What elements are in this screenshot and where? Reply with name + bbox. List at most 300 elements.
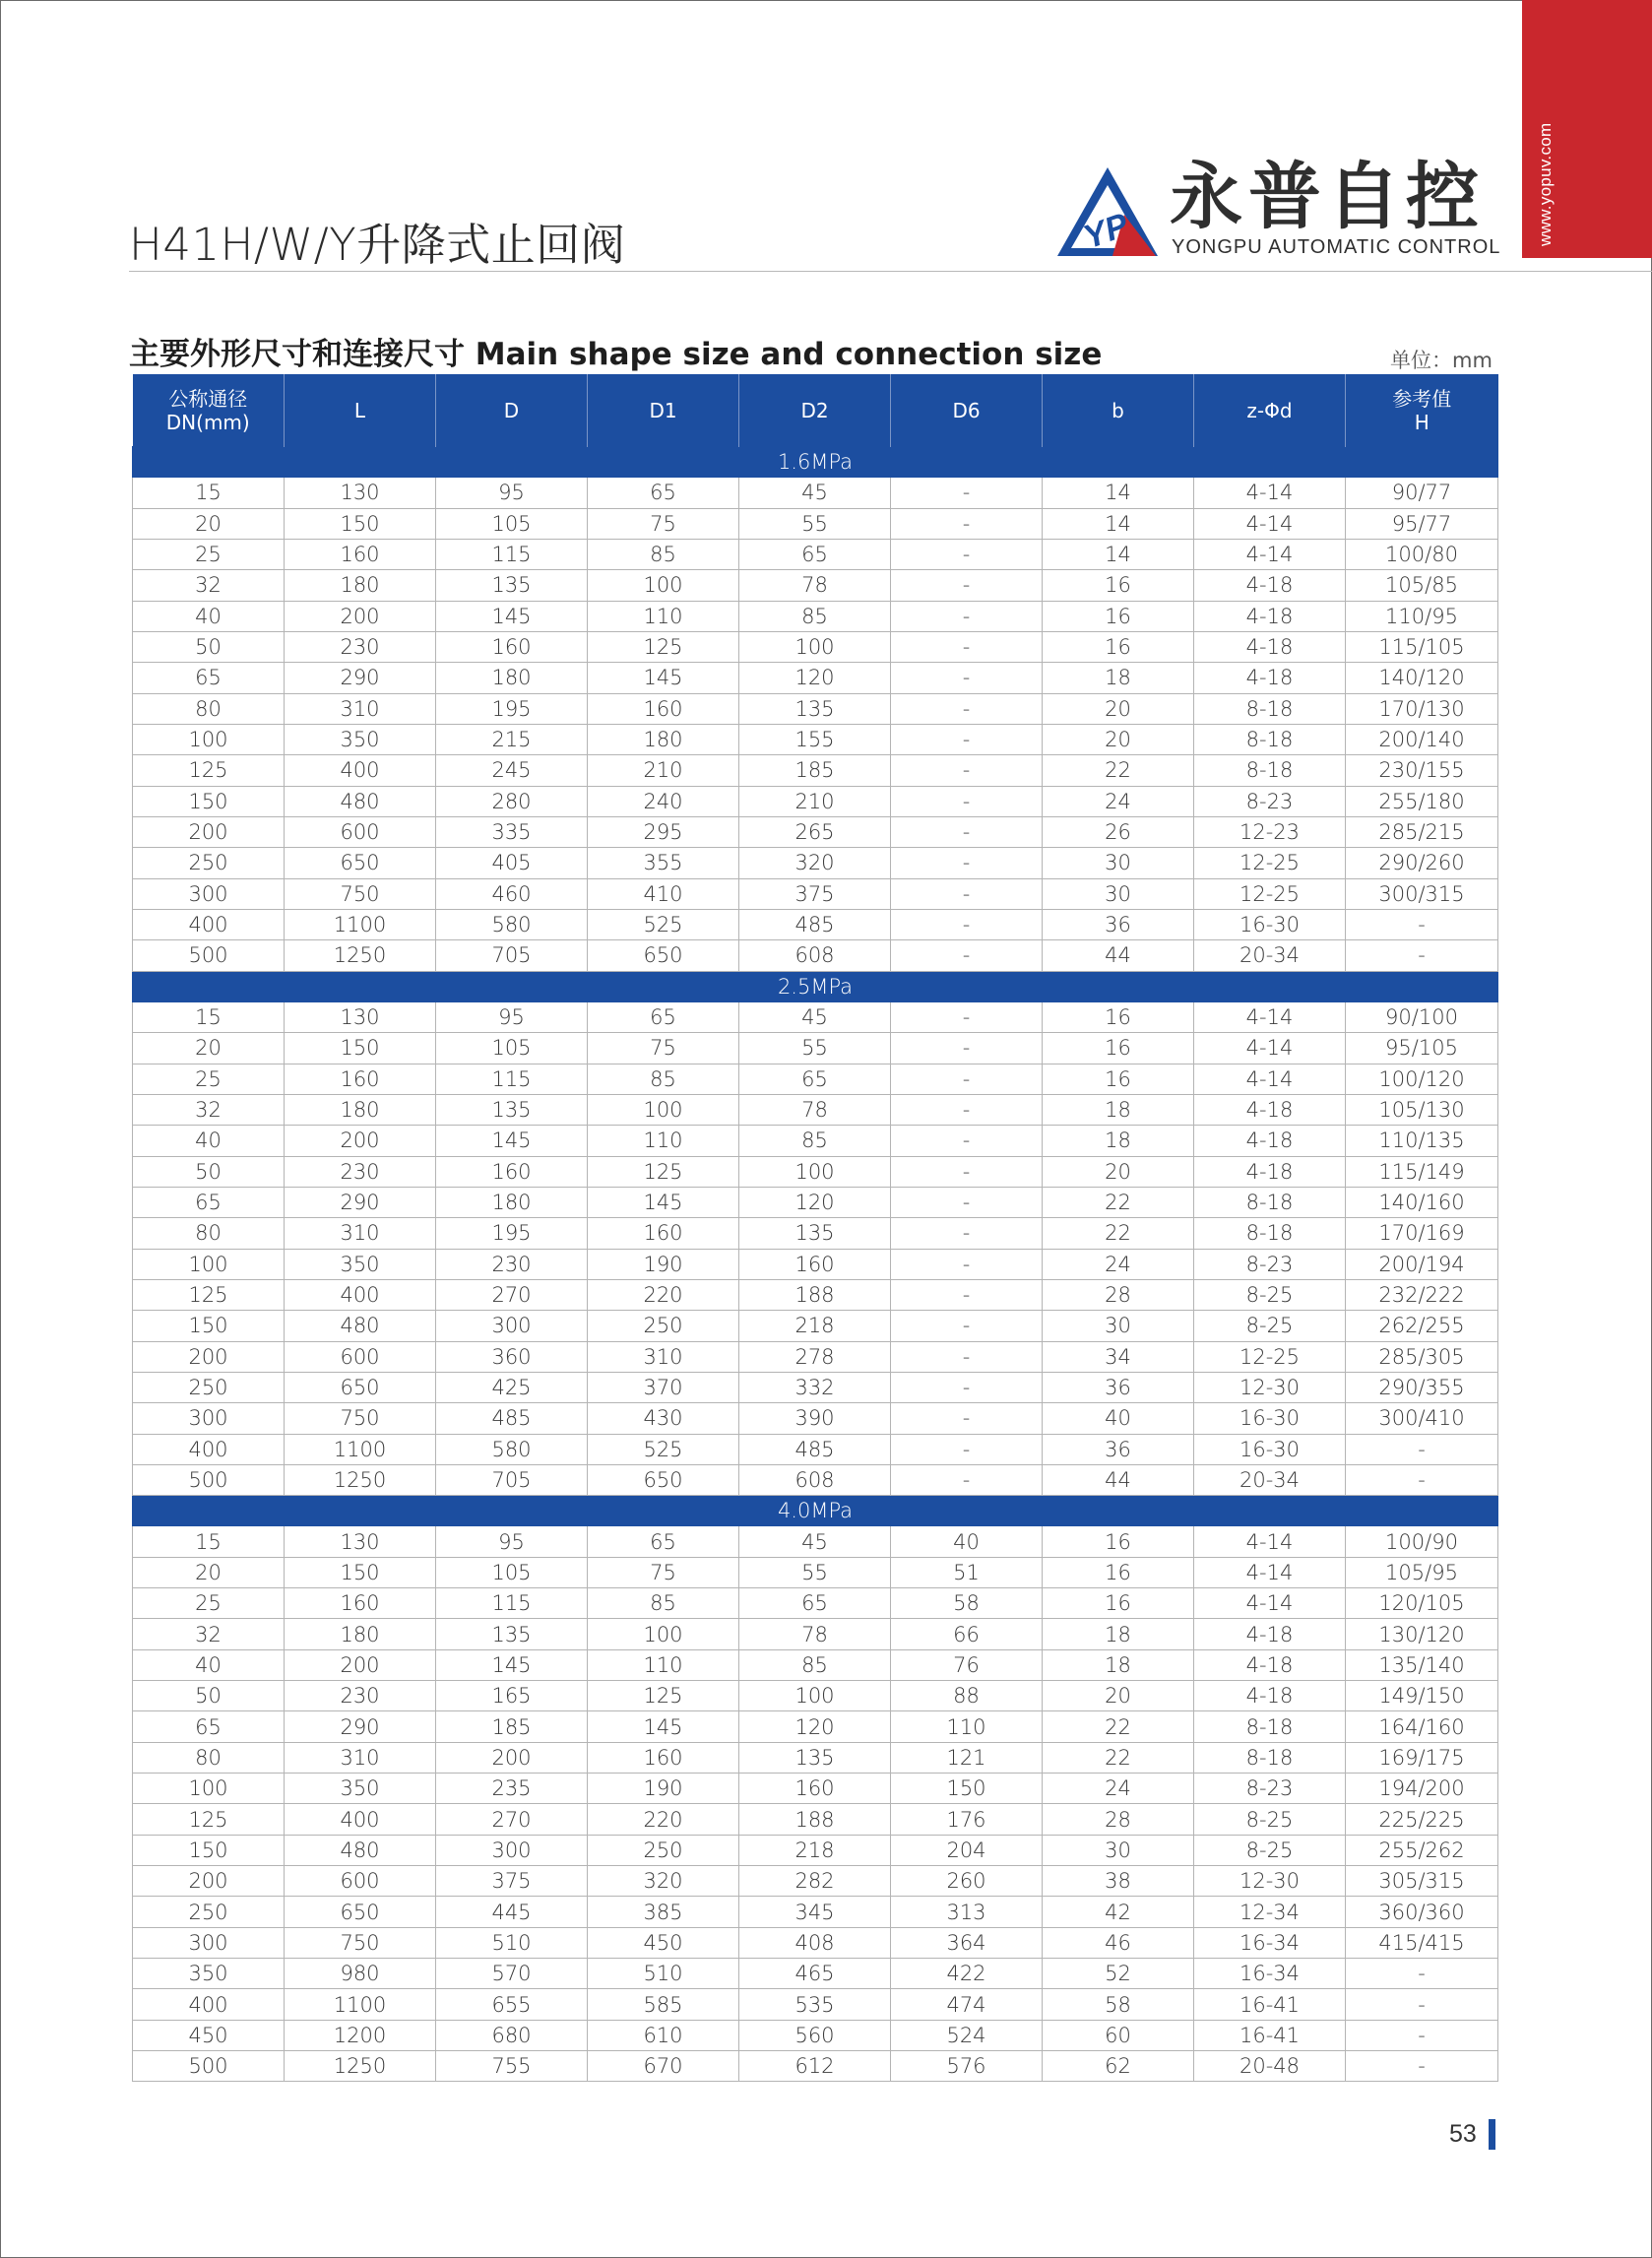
table-cell: 480 xyxy=(285,786,436,816)
table-cell: 22 xyxy=(1043,1711,1194,1742)
table-cell: 612 xyxy=(739,2051,891,2082)
table-cell: - xyxy=(891,848,1043,878)
table-cell: 194/200 xyxy=(1346,1774,1498,1804)
table-cell: 576 xyxy=(891,2051,1043,2082)
table-cell: - xyxy=(891,940,1043,971)
table-cell: 8-23 xyxy=(1194,1774,1346,1804)
table-cell: 15 xyxy=(133,1526,285,1557)
table-cell: 44 xyxy=(1043,1464,1194,1495)
table-cell: 235 xyxy=(436,1774,588,1804)
table-cell: 32 xyxy=(133,1094,285,1125)
table-cell: 4-18 xyxy=(1194,601,1346,631)
table-cell: - xyxy=(1346,940,1498,971)
table-cell: 450 xyxy=(588,1927,739,1958)
table-cell: 335 xyxy=(436,816,588,847)
table-cell: - xyxy=(1346,1434,1498,1464)
table-cell: 110 xyxy=(588,1649,739,1680)
table-cell: 120/105 xyxy=(1346,1588,1498,1619)
table-cell: 36 xyxy=(1043,909,1194,939)
table-cell: 120 xyxy=(739,663,891,693)
table-cell: 255/262 xyxy=(1346,1835,1498,1865)
table-cell: 310 xyxy=(285,1742,436,1773)
table-cell: 16 xyxy=(1043,1001,1194,1032)
page-number-bar xyxy=(1489,2119,1495,2150)
table-cell: 145 xyxy=(436,601,588,631)
table-cell: 12-25 xyxy=(1194,878,1346,909)
pressure-group-label: 1.6MPa xyxy=(133,447,1498,478)
table-cell: - xyxy=(891,1464,1043,1495)
table-cell: 135 xyxy=(739,1218,891,1249)
table-cell: 45 xyxy=(739,1001,891,1032)
table-cell: 180 xyxy=(285,1619,436,1649)
table-cell: 58 xyxy=(891,1588,1043,1619)
table-cell: - xyxy=(1346,2020,1498,2050)
table-cell: - xyxy=(891,539,1043,569)
table-cell: 30 xyxy=(1043,1311,1194,1341)
table-cell: 290 xyxy=(285,1187,436,1217)
table-cell: 80 xyxy=(133,1218,285,1249)
table-cell: 22 xyxy=(1043,1218,1194,1249)
table-cell: 16-34 xyxy=(1194,1927,1346,1958)
table-cell: 95 xyxy=(436,478,588,508)
table-row xyxy=(133,2051,1498,2082)
table-cell: 16-41 xyxy=(1194,2020,1346,2050)
table-cell: 220 xyxy=(588,1804,739,1835)
table-cell: 14 xyxy=(1043,508,1194,539)
table-cell: 135 xyxy=(436,1094,588,1125)
table-cell: - xyxy=(891,601,1043,631)
table-cell: 95 xyxy=(436,1526,588,1557)
table-cell: 12-34 xyxy=(1194,1897,1346,1927)
table-cell: 290 xyxy=(285,663,436,693)
table-cell: 16-30 xyxy=(1194,909,1346,939)
table-cell: 1250 xyxy=(285,2051,436,2082)
table-cell: 55 xyxy=(739,1033,891,1064)
table-row xyxy=(133,1001,1498,1032)
table-cell: 245 xyxy=(436,755,588,786)
table-cell: 80 xyxy=(133,1742,285,1773)
table-cell: 680 xyxy=(436,2020,588,2050)
table-row xyxy=(133,1464,1498,1495)
table-cell: 100/80 xyxy=(1346,539,1498,569)
table-row xyxy=(133,539,1498,569)
table-cell: 140/120 xyxy=(1346,663,1498,693)
table-cell: - xyxy=(891,1187,1043,1217)
section-title: 主要外形尺寸和连接尺寸 Main shape size and connection size xyxy=(129,337,1103,372)
table-cell: 160 xyxy=(436,631,588,662)
table-cell: 332 xyxy=(739,1372,891,1402)
table-cell: 295 xyxy=(588,816,739,847)
table-cell: 150 xyxy=(133,786,285,816)
table-cell: 100 xyxy=(739,1681,891,1711)
column-header: D xyxy=(436,374,588,447)
table-cell: 28 xyxy=(1043,1279,1194,1310)
table-cell: 600 xyxy=(285,816,436,847)
table-cell: 145 xyxy=(588,1187,739,1217)
table-cell: 16-41 xyxy=(1194,1989,1346,2020)
table-cell: 145 xyxy=(436,1126,588,1156)
table-row xyxy=(133,1372,1498,1402)
table-cell: - xyxy=(891,1156,1043,1187)
table-cell: 50 xyxy=(133,1156,285,1187)
table-cell: 40 xyxy=(133,601,285,631)
table-cell: 65 xyxy=(588,1001,739,1032)
table-cell: 20 xyxy=(1043,1156,1194,1187)
table-cell: 121 xyxy=(891,1742,1043,1773)
table-cell: 150 xyxy=(133,1311,285,1341)
table-cell: 4-14 xyxy=(1194,1588,1346,1619)
table-cell: 140/160 xyxy=(1346,1187,1498,1217)
table-cell: 66 xyxy=(891,1619,1043,1649)
column-header: D2 xyxy=(739,374,891,447)
table-cell: 218 xyxy=(739,1311,891,1341)
table-cell: 36 xyxy=(1043,1372,1194,1402)
table-cell: 100/90 xyxy=(1346,1526,1498,1557)
table-cell: 445 xyxy=(436,1897,588,1927)
table-header-row xyxy=(133,374,1498,447)
table-cell: 105/130 xyxy=(1346,1094,1498,1125)
table-cell: 80 xyxy=(133,693,285,724)
table-cell: 115/149 xyxy=(1346,1156,1498,1187)
table-cell: 16 xyxy=(1043,1526,1194,1557)
table-row xyxy=(133,1249,1498,1279)
table-row xyxy=(133,848,1498,878)
table-cell: 76 xyxy=(891,1649,1043,1680)
table-cell: 149/150 xyxy=(1346,1681,1498,1711)
table-cell: 300 xyxy=(133,1927,285,1958)
table-cell: 30 xyxy=(1043,848,1194,878)
table-cell: 25 xyxy=(133,1064,285,1094)
table-cell: 750 xyxy=(285,1403,436,1434)
table-cell: 525 xyxy=(588,1434,739,1464)
table-cell: 135 xyxy=(739,1742,891,1773)
table-cell: - xyxy=(891,1434,1043,1464)
table-cell: 650 xyxy=(285,1897,436,1927)
table-cell: 608 xyxy=(739,1464,891,1495)
table-cell: 95/105 xyxy=(1346,1033,1498,1064)
table-row xyxy=(133,663,1498,693)
table-cell: 262/255 xyxy=(1346,1311,1498,1341)
table-cell: 400 xyxy=(133,1434,285,1464)
table-cell: - xyxy=(891,1372,1043,1402)
table-cell: 130 xyxy=(285,1001,436,1032)
table-cell: 24 xyxy=(1043,786,1194,816)
table-cell: 110 xyxy=(588,601,739,631)
table-cell: 16 xyxy=(1043,1064,1194,1094)
table-row xyxy=(133,1619,1498,1649)
table-cell: 135 xyxy=(436,1619,588,1649)
table-row xyxy=(133,1126,1498,1156)
table-cell: 176 xyxy=(891,1804,1043,1835)
table-cell: 188 xyxy=(739,1804,891,1835)
table-row xyxy=(133,724,1498,754)
table-row xyxy=(133,1033,1498,1064)
table-cell: 26 xyxy=(1043,816,1194,847)
table-cell: 180 xyxy=(285,1094,436,1125)
website-url: www.yopuv.com xyxy=(1536,122,1555,246)
table-cell: 16-30 xyxy=(1194,1434,1346,1464)
table-cell: 78 xyxy=(739,1094,891,1125)
table-row xyxy=(133,1094,1498,1125)
table-cell: 20 xyxy=(133,1033,285,1064)
table-cell: 130 xyxy=(285,478,436,508)
table-cell: 4-14 xyxy=(1194,1033,1346,1064)
table-cell: 535 xyxy=(739,1989,891,2020)
table-row xyxy=(133,601,1498,631)
table-cell: 18 xyxy=(1043,1126,1194,1156)
table-cell: 12-25 xyxy=(1194,1341,1346,1372)
table-row xyxy=(133,1341,1498,1372)
column-header: z-Φd xyxy=(1194,374,1346,447)
table-cell: 480 xyxy=(285,1311,436,1341)
logo-letters: YP xyxy=(1078,206,1134,257)
table-cell: 95/77 xyxy=(1346,508,1498,539)
table-cell: 20 xyxy=(133,508,285,539)
table-cell: 1200 xyxy=(285,2020,436,2050)
table-cell: 250 xyxy=(133,1897,285,1927)
table-cell: 85 xyxy=(739,1126,891,1156)
table-cell: 670 xyxy=(588,2051,739,2082)
table-cell: 255/180 xyxy=(1346,786,1498,816)
table-cell: 300/410 xyxy=(1346,1403,1498,1434)
table-cell: - xyxy=(891,570,1043,601)
table-cell: 100 xyxy=(133,1249,285,1279)
table-cell: 750 xyxy=(285,1927,436,1958)
table-cell: 90/100 xyxy=(1346,1001,1498,1032)
table-cell: 65 xyxy=(133,1187,285,1217)
table-cell: 65 xyxy=(133,1711,285,1742)
table-cell: 8-23 xyxy=(1194,1249,1346,1279)
table-cell: 125 xyxy=(588,1681,739,1711)
table-cell: 350 xyxy=(133,1959,285,1989)
table-cell: - xyxy=(1346,2051,1498,2082)
table-cell: 16 xyxy=(1043,601,1194,631)
brand-name-en: YONGPU AUTOMATIC CONTROL xyxy=(1172,236,1501,258)
table-cell: 4-14 xyxy=(1194,1064,1346,1094)
table-cell: 164/160 xyxy=(1346,1711,1498,1742)
table-cell: 485 xyxy=(436,1403,588,1434)
table-cell: 160 xyxy=(436,1156,588,1187)
table-cell: 580 xyxy=(436,909,588,939)
table-cell: 4-18 xyxy=(1194,1619,1346,1649)
table-cell: 25 xyxy=(133,539,285,569)
table-cell: 460 xyxy=(436,878,588,909)
table-cell: 525 xyxy=(588,909,739,939)
table-cell: 85 xyxy=(588,1064,739,1094)
table-cell: 135 xyxy=(739,693,891,724)
table-cell: 75 xyxy=(588,508,739,539)
table-cell: 755 xyxy=(436,2051,588,2082)
table-cell: 24 xyxy=(1043,1249,1194,1279)
table-cell: 465 xyxy=(739,1959,891,1989)
table-cell: 160 xyxy=(588,693,739,724)
table-cell: 480 xyxy=(285,1835,436,1865)
table-cell: 4-14 xyxy=(1194,1557,1346,1587)
table-cell: 36 xyxy=(1043,1434,1194,1464)
table-row xyxy=(133,1403,1498,1434)
table-cell: 100 xyxy=(739,1156,891,1187)
table-cell: 24 xyxy=(1043,1774,1194,1804)
table-cell: 8-18 xyxy=(1194,755,1346,786)
table-cell: 430 xyxy=(588,1403,739,1434)
title-divider xyxy=(129,271,1652,272)
table-cell: 410 xyxy=(588,878,739,909)
table-cell: 4-18 xyxy=(1194,1649,1346,1680)
table-cell: - xyxy=(1346,1464,1498,1495)
table-row xyxy=(133,878,1498,909)
table-cell: 14 xyxy=(1043,478,1194,508)
table-cell: 200 xyxy=(133,816,285,847)
column-header: D1 xyxy=(588,374,739,447)
table-cell: 85 xyxy=(588,539,739,569)
table-cell: 188 xyxy=(739,1279,891,1310)
table-cell: 320 xyxy=(739,848,891,878)
table-cell: 160 xyxy=(739,1774,891,1804)
table-cell: 1100 xyxy=(285,1434,436,1464)
table-row xyxy=(133,1187,1498,1217)
table-cell: 85 xyxy=(739,601,891,631)
table-cell: - xyxy=(891,693,1043,724)
table-cell: 450 xyxy=(133,2020,285,2050)
table-cell: 4-18 xyxy=(1194,570,1346,601)
table-cell: 45 xyxy=(739,478,891,508)
table-row xyxy=(133,1927,1498,1958)
table-cell: 78 xyxy=(739,570,891,601)
table-cell: 125 xyxy=(588,631,739,662)
table-cell: 400 xyxy=(285,1279,436,1310)
table-row xyxy=(133,1279,1498,1310)
table-row xyxy=(133,1742,1498,1773)
table-cell: 120 xyxy=(739,1187,891,1217)
table-cell: 270 xyxy=(436,1279,588,1310)
table-cell: 125 xyxy=(133,1804,285,1835)
table-cell: 125 xyxy=(133,755,285,786)
page-number: 53 xyxy=(1449,2120,1477,2148)
table-cell: 34 xyxy=(1043,1341,1194,1372)
table-cell: 230 xyxy=(285,1681,436,1711)
table-cell: 15 xyxy=(133,1001,285,1032)
table-cell: 165 xyxy=(436,1681,588,1711)
table-cell: 51 xyxy=(891,1557,1043,1587)
table-row xyxy=(133,693,1498,724)
table-cell: 135/140 xyxy=(1346,1649,1498,1680)
table-cell: 4-14 xyxy=(1194,478,1346,508)
table-cell: 300 xyxy=(133,1403,285,1434)
table-cell: 169/175 xyxy=(1346,1742,1498,1773)
table-cell: 105 xyxy=(436,508,588,539)
table-cell: 105/85 xyxy=(1346,570,1498,601)
table-cell: 22 xyxy=(1043,755,1194,786)
table-row xyxy=(133,1681,1498,1711)
table-cell: 260 xyxy=(891,1866,1043,1897)
table-cell: 200 xyxy=(133,1866,285,1897)
table-row xyxy=(133,1989,1498,2020)
table-cell: 1100 xyxy=(285,909,436,939)
table-cell: - xyxy=(891,1218,1043,1249)
table-cell: 600 xyxy=(285,1866,436,1897)
table-cell: 110 xyxy=(891,1711,1043,1742)
table-cell: 105/95 xyxy=(1346,1557,1498,1587)
table-cell: 4-14 xyxy=(1194,508,1346,539)
table-cell: 8-18 xyxy=(1194,1711,1346,1742)
table-cell: 400 xyxy=(133,1989,285,2020)
table-cell: 65 xyxy=(588,1526,739,1557)
table-cell: 8-25 xyxy=(1194,1279,1346,1310)
table-cell: 474 xyxy=(891,1989,1043,2020)
table-cell: 570 xyxy=(436,1959,588,1989)
table-cell: 110 xyxy=(588,1126,739,1156)
table-cell: 8-25 xyxy=(1194,1311,1346,1341)
table-cell: 160 xyxy=(739,1249,891,1279)
table-cell: 170/130 xyxy=(1346,693,1498,724)
table-cell: 4-18 xyxy=(1194,1156,1346,1187)
table-cell: 145 xyxy=(588,663,739,693)
table-cell: 160 xyxy=(588,1218,739,1249)
table-cell: 20-34 xyxy=(1194,940,1346,971)
table-cell: - xyxy=(891,478,1043,508)
table-cell: 85 xyxy=(588,1588,739,1619)
table-row xyxy=(133,1866,1498,1897)
table-cell: - xyxy=(891,724,1043,754)
table-cell: - xyxy=(891,755,1043,786)
table-cell: 145 xyxy=(436,1649,588,1680)
table-cell: 75 xyxy=(588,1557,739,1587)
table-cell: 400 xyxy=(285,755,436,786)
table-body xyxy=(133,447,1498,2082)
table-cell: 20 xyxy=(133,1557,285,1587)
table-cell: 150 xyxy=(285,1033,436,1064)
table-cell: 195 xyxy=(436,1218,588,1249)
table-cell: 355 xyxy=(588,848,739,878)
table-cell: 115/105 xyxy=(1346,631,1498,662)
table-cell: 300/315 xyxy=(1346,878,1498,909)
table-cell: 350 xyxy=(285,1249,436,1279)
table-cell: 290/260 xyxy=(1346,848,1498,878)
table-cell: 180 xyxy=(285,570,436,601)
table-cell: 50 xyxy=(133,1681,285,1711)
table-cell: 8-25 xyxy=(1194,1835,1346,1865)
table-cell: 160 xyxy=(588,1742,739,1773)
table-cell: - xyxy=(891,1311,1043,1341)
table-row xyxy=(133,816,1498,847)
table-cell: 50 xyxy=(133,631,285,662)
table-cell: 610 xyxy=(588,2020,739,2050)
table-row xyxy=(133,1649,1498,1680)
table-cell: 160 xyxy=(285,1064,436,1094)
column-header: 公称通径 DN(mm) xyxy=(133,374,285,447)
table-cell: 8-18 xyxy=(1194,1742,1346,1773)
table-cell: 20 xyxy=(1043,724,1194,754)
table-cell: 390 xyxy=(739,1403,891,1434)
table-cell: 370 xyxy=(588,1372,739,1402)
table-cell: 204 xyxy=(891,1835,1043,1865)
table-cell: - xyxy=(891,816,1043,847)
table-cell: 210 xyxy=(739,786,891,816)
table-cell: 42 xyxy=(1043,1897,1194,1927)
table-cell: - xyxy=(891,508,1043,539)
table-cell: 65 xyxy=(739,539,891,569)
table-cell: 18 xyxy=(1043,663,1194,693)
table-row xyxy=(133,1526,1498,1557)
table-row xyxy=(133,1156,1498,1187)
table-cell: 125 xyxy=(133,1279,285,1310)
table-cell: 32 xyxy=(133,570,285,601)
table-row xyxy=(133,1711,1498,1742)
table-cell: 980 xyxy=(285,1959,436,1989)
table-cell: 100 xyxy=(739,631,891,662)
table-cell: 650 xyxy=(285,848,436,878)
table-cell: 100 xyxy=(588,1094,739,1125)
